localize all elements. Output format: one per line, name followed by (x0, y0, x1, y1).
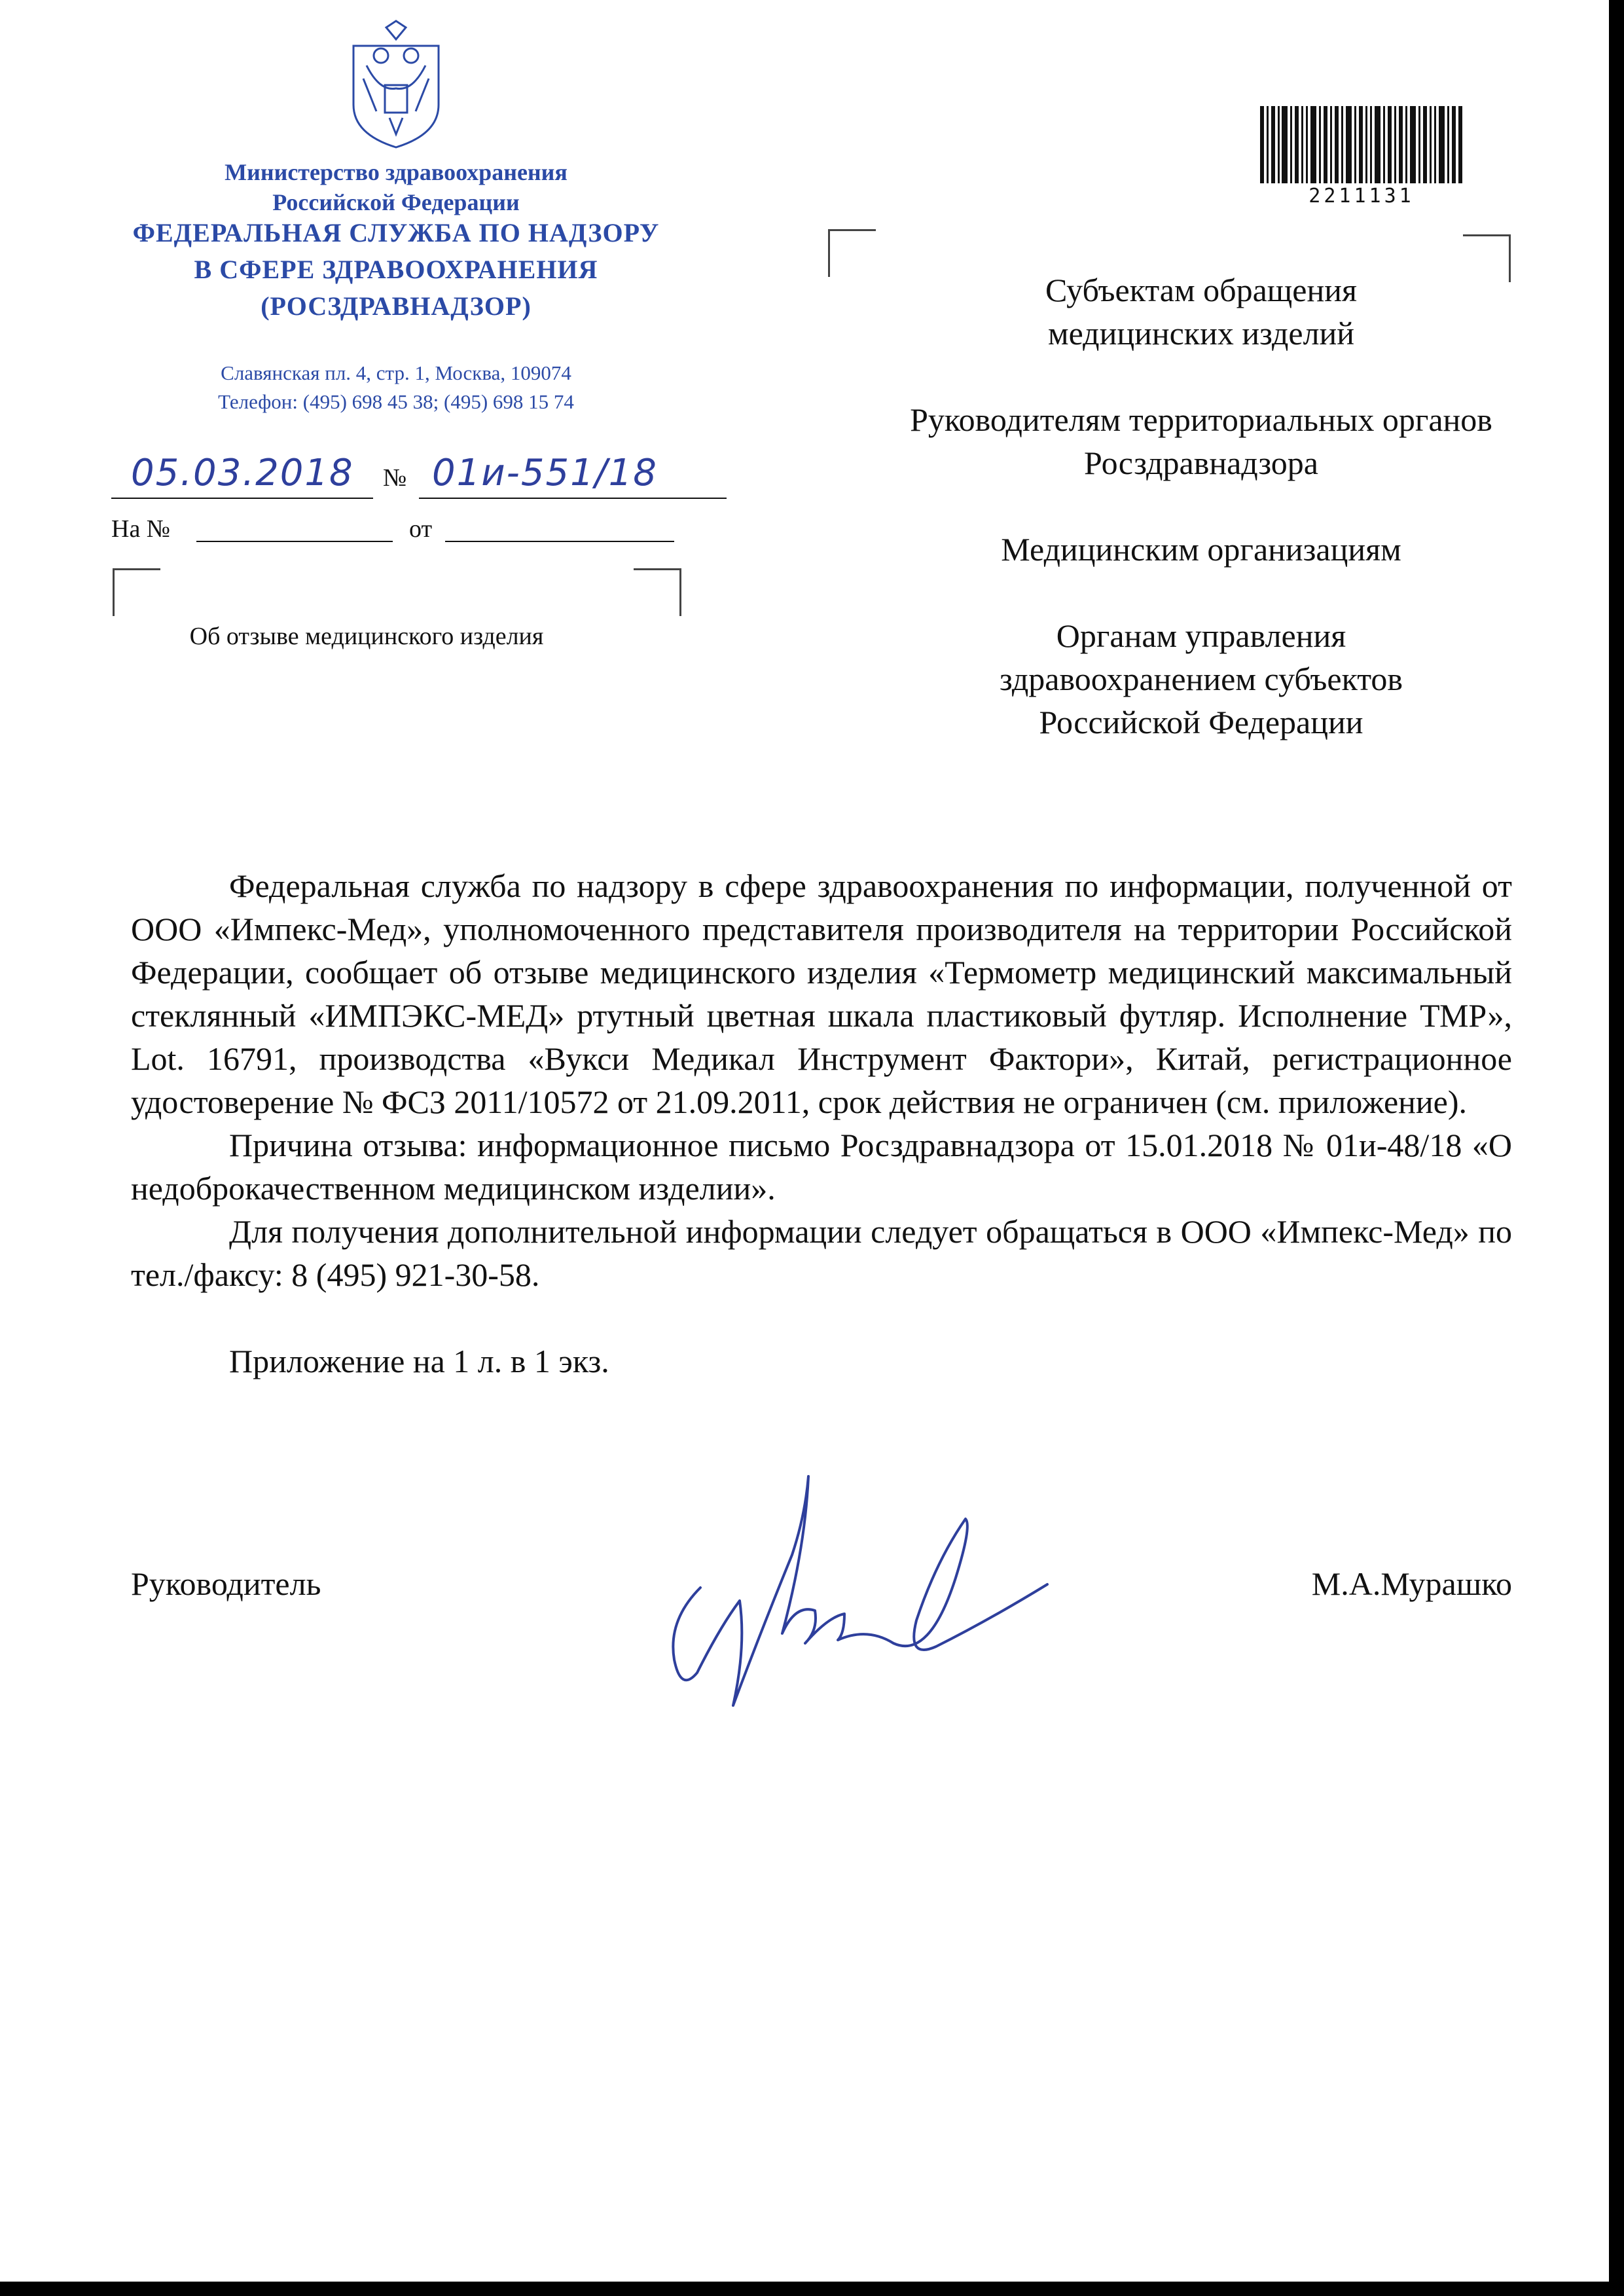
reply-reference-line (111, 511, 700, 550)
barcode (1260, 106, 1463, 211)
phone-line: Телефон: (495) 698 45 38; (495) 698 15 74 (218, 390, 574, 413)
signer-name: М.А.Мурашко (1311, 1565, 1512, 1602)
barcode-number: 2211131 (1308, 185, 1415, 208)
ministry-name (118, 157, 674, 217)
service-line-3: (РОСЗДРАВНАДЗОР) (261, 291, 532, 321)
letter-subject: Об отзыве медицинского изделия (189, 623, 544, 650)
body-paragraph: Причина отзыва: информационное письмо Росздравнадзора от 15.01.2018 № 01и-48/18 «О недоброкачественном медицинском изделии». (131, 1127, 1512, 1207)
address-line: Славянская пл. 4, стр. 1, Москва, 109074 (221, 361, 571, 384)
corner-mark-top-left (113, 568, 160, 616)
registration-date: 05.03.2018 (131, 452, 354, 494)
date-underline (111, 498, 373, 499)
corner-mark-top-right (634, 568, 681, 616)
service-address (85, 359, 707, 416)
barcode-bars (1260, 106, 1463, 183)
service-line-1: ФЕДЕРАЛЬНАЯ СЛУЖБА ПО НАДЗОРУ (132, 218, 660, 247)
handwritten-signature (648, 1463, 1054, 1712)
registration-number: 01и-551/18 (432, 452, 658, 494)
number-underline (419, 498, 727, 499)
recipient: Медицинским организациям (1001, 531, 1401, 568)
registration-line (111, 452, 740, 511)
signer-position: Руководитель (131, 1565, 321, 1602)
reply-number-blank (196, 541, 393, 542)
reply-date-blank (445, 541, 674, 542)
body-paragraph: Федеральная служба по надзору в сфере здравоохранения по информации, полученной от ООО «Импекс-Мед», уполномоченного представителя производителя на территории Российской Федерации, сообщает об отзыве медицинского изделия «Термометр медицинский максимальный стеклянный «ИМПЭКС-МЕД» ртутный цветная шкала пластиковый футляр. Исполнение ТМР», Lot. 16791, производства «Вукси Медикал Инструмент Фактори», Китай, регистрационное удостоверение № ФСЗ 2011/10572 от 21.09.2011, срок действия не ограничен (см. приложение). (131, 867, 1512, 1120)
recipients-block (851, 268, 1551, 787)
number-sign: № (383, 464, 407, 492)
recipient: Органам управления здравоохранением субъектов Российской Федерации (999, 617, 1403, 740)
service-name (85, 215, 707, 325)
reply-date-label: от (409, 515, 433, 543)
ministry-line-1: Министерство здравоохранения (225, 159, 568, 185)
reply-number-label: На № (111, 515, 171, 543)
body-paragraph: Для получения дополнительной информации следует обращаться в ООО «Импекс-Мед» по тел./факсу: 8 (495) 921-30-58. (131, 1213, 1512, 1293)
coat-of-arms-icon (340, 20, 452, 151)
service-line-2: В СФЕРЕ ЗДРАВООХРАНЕНИЯ (194, 255, 598, 284)
letter-body (131, 864, 1512, 1383)
recipient: Субъектам обращения медицинских изделий (1045, 272, 1357, 352)
recipient: Руководителям территориальных органов Росздравнадзора (910, 401, 1492, 481)
ministry-line-2: Российской Федерации (272, 189, 520, 215)
attachment-note: Приложение на 1 л. в 1 экз. (229, 1343, 609, 1379)
